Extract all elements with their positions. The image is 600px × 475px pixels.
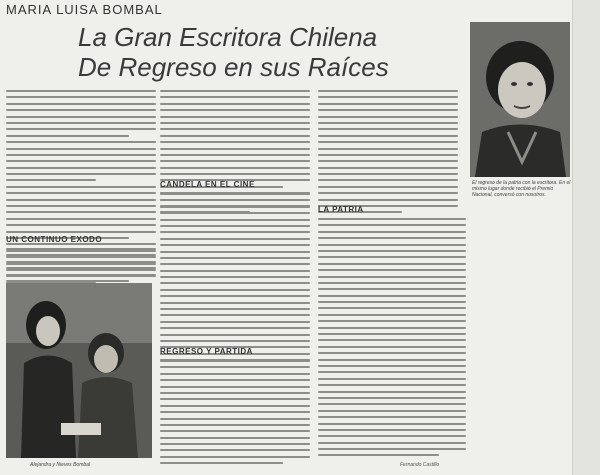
author-name: MARIA LUISA BOMBAL: [6, 2, 163, 17]
headline-line-2: De Regreso en sus Raíces: [78, 52, 389, 82]
photo-two-women: [6, 283, 152, 458]
column-3-text-bottom: [318, 218, 466, 461]
headline: [78, 22, 458, 82]
article-signature: Fernando Castillo: [400, 462, 440, 468]
column-2-text-middle: [160, 193, 310, 372]
photo-author-portrait: [470, 22, 570, 177]
column-2-text-bottom: [160, 360, 310, 469]
headline-line-1: La Gran Escritora Chilena: [78, 22, 378, 52]
page-fold: [572, 0, 600, 475]
photo-2-caption: El regreso de la patria con la escritora. En el mismo lugar donde recibió el Premio Nacional, conversó con nosotros.: [472, 180, 571, 198]
photo-1-caption: Alejandra y Nieves Bombal: [30, 462, 91, 468]
section-heading-1: UN CONTINUO EXODO: [6, 235, 103, 244]
section-heading-3: REGRESO Y PARTIDA: [160, 347, 253, 356]
column-3-text-top: [318, 90, 458, 218]
section-heading-4: LA PATRIA: [318, 205, 364, 214]
section-heading-2: CANDELA EN EL CINE: [160, 180, 255, 189]
column-1-section-text: [6, 248, 156, 286]
